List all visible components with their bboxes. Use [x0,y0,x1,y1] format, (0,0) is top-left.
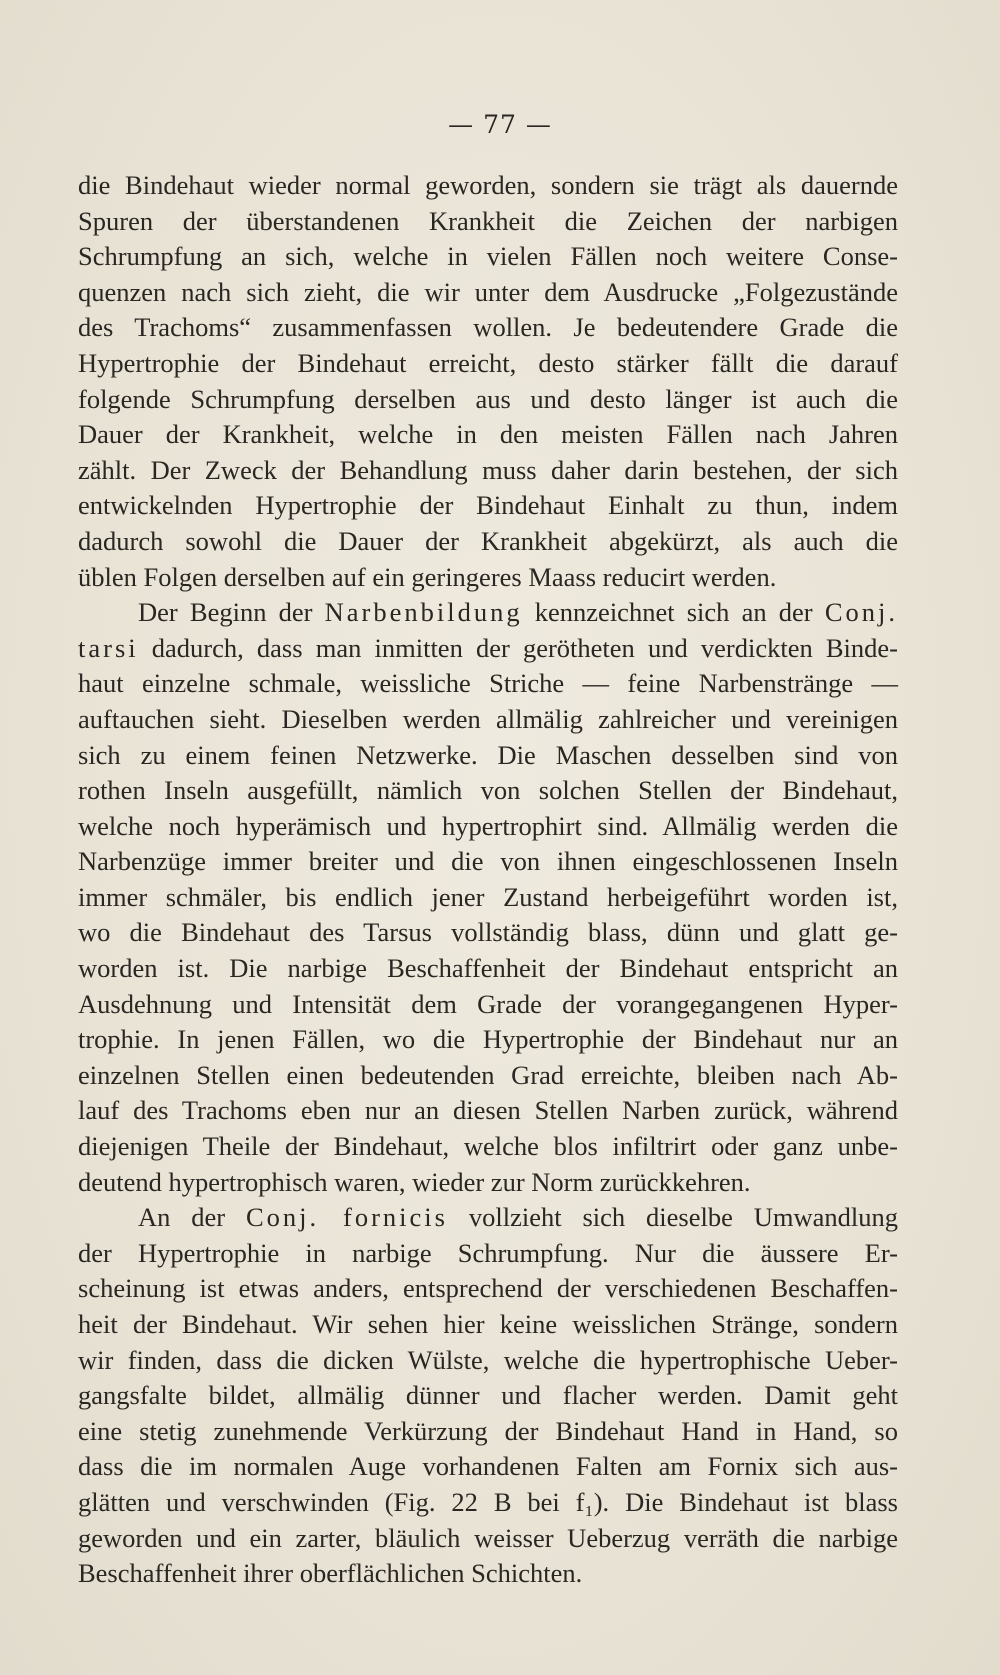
spaced-term: Conj. [824,597,898,628]
text-segment: Der Beginn der [138,597,325,628]
text-segment: Dauer der Krankheit, welche in den meisten Fällen nach Jahren [78,419,898,450]
text-line [78,1271,898,1307]
text-line [78,417,898,453]
text-line [78,1485,898,1521]
text-line [78,239,898,275]
text-segment: immer schmäler, bis endlich jener Zustand herbeigeführt worden ist, [78,881,898,912]
text-line [78,524,898,560]
text-line [78,1343,898,1379]
body-text [78,168,898,1592]
text-line [78,1414,898,1450]
paragraph [78,168,898,595]
text-segment: folgende Schrumpfung derselben aus und desto länger ist auch die [78,383,898,414]
text-segment: des Trachoms“ zusammenfassen wollen. Je bedeutendere Grade die [78,312,898,343]
text-segment: lauf des Trachoms eben nur an diesen Stellen Narben zurück, während [78,1095,898,1126]
text-line [78,346,898,382]
text-line [78,1378,898,1414]
text-segment: eine stetig zunehmende Verkürzung der Bindehaut Hand in Hand, so [78,1415,898,1446]
text-segment: quenzen nach sich zieht, die wir unter dem Ausdrucke „Folgezustände [78,276,898,307]
text-segment: dadurch, dass man inmitten der gerötheten und verdickten Binde- [138,632,898,663]
text-line [78,595,898,631]
paragraph [78,595,898,1200]
text-segment: wir finden, dass die dicken Wülste, welche die hypertrophische Ueber- [78,1344,898,1375]
spaced-term: tarsi [78,632,139,663]
text-segment: scheinung ist etwas anders, entsprechend der verschiedenen Beschaffen- [78,1273,898,1304]
text-segment: die Bindehaut wieder normal geworden, sondern sie trägt als dauernde [78,170,898,200]
text-line [78,1093,898,1129]
text-line [78,168,898,204]
text-line [78,1521,898,1557]
text-segment: Ausdehnung und Intensität dem Grade der vorangegangenen Hyper- [78,988,898,1019]
text-line [78,1236,898,1272]
paragraph [78,1200,898,1592]
text-segment: entwickelnden Hypertrophie der Bindehaut Einhalt zu thun, indem [78,490,898,521]
text-line [78,1129,898,1165]
text-line [78,204,898,240]
text-segment: wo die Bindehaut des Tarsus vollständig blass, dünn und glatt ge- [78,917,898,948]
text-line [78,1165,898,1201]
text-line [78,275,898,311]
spaced-term: Narbenbildung [324,597,523,628]
text-line [78,310,898,346]
text-line [78,951,898,987]
text-segment: deutend hypertrophisch waren, wieder zur Norm zurückkehren. [78,1166,751,1197]
text-segment: haut einzelne schmale, weissliche Striche — feine Narbenstränge — [78,668,898,699]
text-line [78,1307,898,1343]
text-segment: Spuren der überstandenen Krankheit die Zeichen der narbigen [78,205,898,236]
text-segment: geworden und ein zarter, bläulich weisser Ueberzug verräth die narbige [78,1522,898,1553]
text-line [78,987,898,1023]
text-segment: zählt. Der Zweck der Behandlung muss daher darin bestehen, der sich [78,454,898,485]
text-segment: dass die im normalen Auge vorhandenen Falten am Fornix sich aus- [78,1451,898,1482]
text-line [78,631,898,667]
text-line [78,773,898,809]
text-segment: sich zu einem feinen Netzwerke. Die Maschen desselben sind von [78,739,898,770]
text-segment: dadurch sowohl die Dauer der Krankheit abgekürzt, als auch die [78,525,898,556]
text-segment: diejenigen Theile der Bindehaut, welche blos infiltrirt oder ganz unbe- [78,1131,898,1162]
text-segment: üblen Folgen derselben auf ein geringeres Maass reducirt werden. [78,561,777,592]
text-segment: kennzeichnet sich an der [522,597,825,628]
text-segment: gangsfalte bildet, allmälig dünner und flacher werden. Damit geht [78,1380,898,1411]
text-segment: auftauchen sieht. Dieselben werden allmälig zahlreicher und vereinigen [78,703,898,734]
text-segment: Beschaffenheit ihrer oberflächlichen Schichten. [78,1558,583,1589]
text-line [78,666,898,702]
text-line [78,915,898,951]
text-line [78,738,898,774]
text-segment: vollzieht sich dieselbe Umwandlung [447,1202,898,1233]
text-segment: einzelnen Stellen einen bedeutenden Grad erreichte, bleiben nach Ab- [78,1059,898,1090]
text-segment: welche noch hyperämisch und hypertrophirt sind. Allmälig werden die [78,810,898,841]
text-line [78,560,898,596]
text-segment: worden ist. Die narbige Beschaffenheit der Bindehaut entspricht an [78,953,898,984]
text-segment: An der [138,1202,246,1233]
page-number: — 77 — [448,110,552,139]
text-segment: Narbenzüge immer breiter und die von ihnen eingeschlossenen Inseln [78,846,898,877]
text-line [78,1449,898,1485]
text-segment: trophie. In jenen Fällen, wo die Hypertrophie der Bindehaut nur an [78,1024,898,1055]
text-line [78,453,898,489]
text-segment: glätten und verschwinden (Fig. 22 B bei f₁). Die Bindehaut ist blass [78,1486,898,1517]
text-line [78,1556,898,1592]
text-segment: der Hypertrophie in narbige Schrumpfung. Nur die äussere Er- [78,1237,898,1268]
text-segment: heit der Bindehaut. Wir sehen hier keine weisslichen Stränge, sondern [78,1309,898,1339]
text-line [78,844,898,880]
text-line [78,880,898,916]
text-segment: rothen Inseln ausgefüllt, nämlich von solchen Stellen der Bindehaut, [78,775,898,806]
text-segment: Schrumpfung an sich, welche in vielen Fällen noch weitere Conse- [78,241,898,272]
text-segment: Hypertrophie der Bindehaut erreicht, desto stärker fällt die darauf [78,347,898,378]
text-line [78,488,898,524]
spaced-term: Conj. fornicis [245,1202,448,1233]
text-line [78,809,898,845]
text-line [78,702,898,738]
text-line [78,1200,898,1236]
text-line [78,1058,898,1094]
text-line [78,382,898,418]
text-line [78,1022,898,1058]
